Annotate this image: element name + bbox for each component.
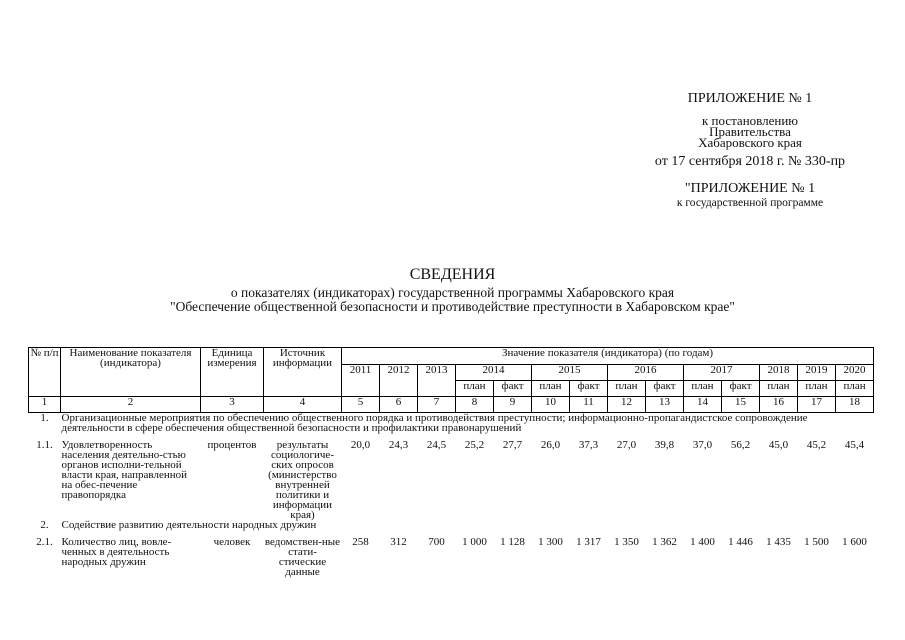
value-cell: 1 300 [538,536,563,548]
appendix-label: ПРИЛОЖЕНИЕ № 1 [687,91,813,106]
header-name: Наименование показателя (индикатора) [61,348,201,397]
indicator-unit: человек [213,536,251,548]
row-number: 1.1. [36,439,53,451]
value-cell: 1 317 [576,536,601,548]
value-cell: 1 362 [652,536,677,548]
column-number: 11 [570,397,608,413]
value-cell: 700 [428,536,445,548]
header-year: 2017 [684,365,760,381]
value-cell: 312 [390,536,407,548]
header-year: 2014 [456,365,532,381]
header-source: Источник информации [264,348,342,397]
to-program-line: к государственной программе [676,197,824,209]
column-number: 13 [646,397,684,413]
header-year: 2015 [532,365,608,381]
indicator-name: Количество лиц, вовле-ченных в деятельность народных дружин [61,536,172,568]
indicator-source: результаты социологиче-ских опросов (министерство внутренней политики и информации края) [268,439,337,521]
column-number: 7 [418,397,456,413]
section-number: 2. [40,519,49,531]
value-cell: 24,5 [426,439,447,451]
value-cell: 1 350 [614,536,639,548]
column-number: 16 [760,397,798,413]
value-cell: 27,0 [616,439,637,451]
header-value-group: Значение показателя (индикатора) (по годам) [342,348,874,365]
value-cell: 1 400 [690,536,715,548]
column-number: 3 [201,397,264,413]
value-cell: 45,0 [768,439,789,451]
value-cell: 27,7 [502,439,523,451]
section-title: Организационные мероприятия по обеспечению общественного порядка и противодействия преступности; информационно-пропагандистское сопровождение деятельности в сфере обеспечения общественной безопасности и профилактики правонарушений [61,412,808,434]
section-row [29,413,874,434]
column-number: 5 [342,397,380,413]
header-year: 2016 [608,365,684,381]
header-year: 2011 [342,365,380,397]
column-number: 12 [608,397,646,413]
indicators-table [28,347,874,577]
column-number: 8 [456,397,494,413]
header-plan: план [798,381,836,397]
value-cell: 1 435 [766,536,791,548]
program-appendix-label: "ПРИЛОЖЕНИЕ № 1 [684,181,816,196]
section-number: 1. [40,412,49,424]
value-cell: 26,0 [540,439,561,451]
value-cell: 37,3 [578,439,599,451]
region-line: Хабаровского края [698,135,802,150]
header-year: 2018 [760,365,798,381]
header-fact: факт [646,381,684,397]
document-subtitle-1: о показателях (индикаторах) государственной программы Хабаровского края [230,285,675,300]
header-plan: план [684,381,722,397]
column-number: 17 [798,397,836,413]
indicator-unit: процентов [207,439,257,451]
value-cell: 258 [352,536,369,548]
column-number: 1 [29,397,61,413]
value-cell: 1 446 [728,536,753,548]
header-plan: план [456,381,494,397]
section-row [29,520,874,530]
section-title: Содействие развитию деятельности народных дружин [61,519,317,531]
header-year: 2019 [798,365,836,381]
government-line: Правительства [709,124,791,139]
value-cell: 37,0 [692,439,713,451]
value-cell: 1 128 [500,536,525,548]
header-unit: Единица измерения [201,348,264,397]
value-cell: 45,4 [844,439,865,451]
indicator-source: ведомствен-ные стати-стические данные [264,536,341,578]
table-row [29,537,874,577]
document-title: СВЕДЕНИЯ [409,266,496,283]
header-year: 2012 [380,365,418,397]
to-decree-line: к постановлению [701,113,799,128]
value-cell: 1 500 [804,536,829,548]
column-number: 9 [494,397,532,413]
header-plan: план [836,381,874,397]
column-number-row [29,397,874,413]
value-cell: 20,0 [350,439,371,451]
header-fact: факт [722,381,760,397]
header-num: № п/п [29,348,61,397]
header-row [29,348,874,365]
value-cell: 56,2 [730,439,751,451]
value-cell: 25,2 [464,439,485,451]
header-year: 2020 [836,365,874,381]
value-cell: 24,3 [388,439,409,451]
decree-date: от 17 сентября 2018 г. № 330-пр [654,154,846,169]
value-cell: 45,2 [806,439,827,451]
value-cell: 39,8 [654,439,675,451]
column-number: 14 [684,397,722,413]
document-subtitle-2: "Обеспечение общественной безопасности и противодействие преступности в Хабаровском крае" [170,299,735,314]
column-number: 18 [836,397,874,413]
column-number: 2 [61,397,201,413]
column-number: 15 [722,397,760,413]
indicator-name: Удовлетворенность населения деятельно-стью органов исполни-тельной власти края, направленной на обес-печение правопорядка [61,439,188,501]
column-number: 6 [380,397,418,413]
header-plan: план [608,381,646,397]
header-fact: факт [494,381,532,397]
value-cell: 1 600 [842,536,867,548]
column-number: 10 [532,397,570,413]
row-number: 2.1. [36,536,53,548]
header-plan: план [532,381,570,397]
header-plan: план [760,381,798,397]
header-year: 2013 [418,365,456,397]
table-row [29,440,874,520]
value-cell: 1 000 [462,536,487,548]
header-fact: факт [570,381,608,397]
column-number: 4 [264,397,342,413]
